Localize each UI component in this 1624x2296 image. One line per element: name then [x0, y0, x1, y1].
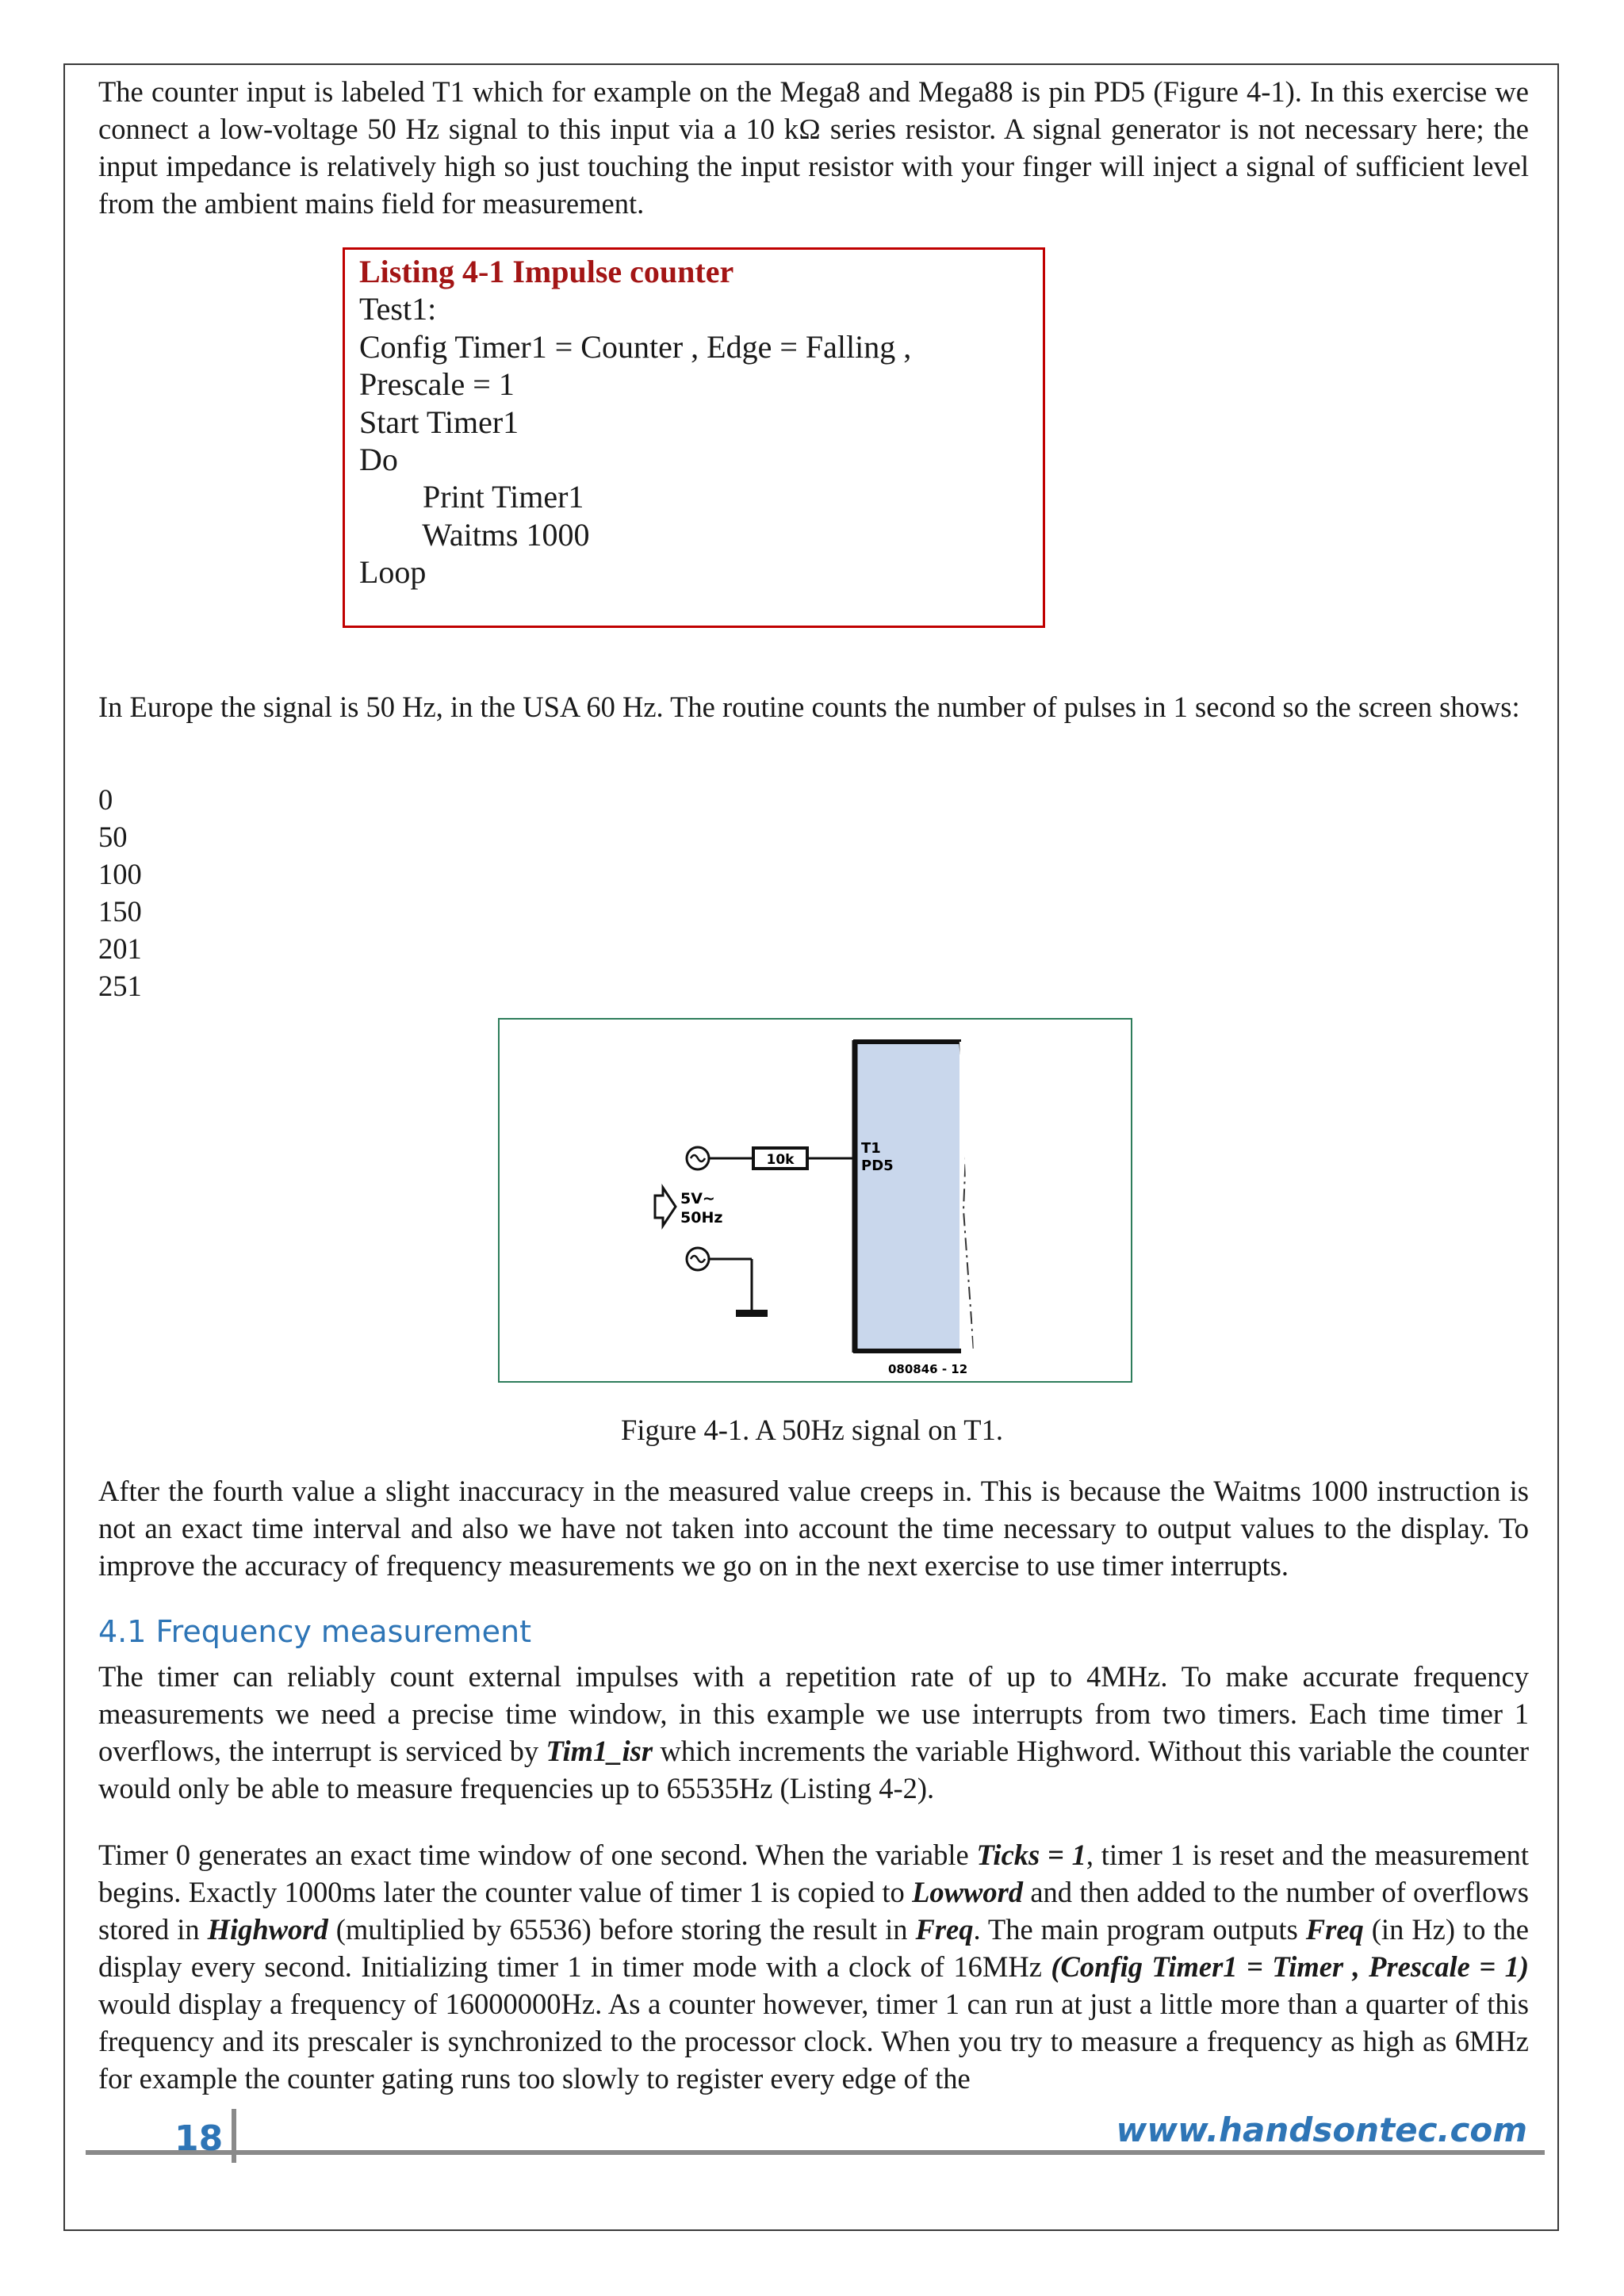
code-term: (Config Timer1 = Timer , Prescale = 1) — [1051, 1950, 1529, 1983]
after-paragraph: After the fourth value a slight inaccuracy in the measured value creeps in. This is because the Waitms 1000 instruction is not an exact time interval and also we have not taken into account the time necessary to output values to the display. To improve the accuracy of frequency measurements we go on in the next exercise to use timer interrupts. — [98, 1475, 1529, 1582]
output-value: 150 — [98, 895, 142, 928]
intro-block — [98, 73, 1529, 222]
section-para1-block — [98, 1658, 1529, 1807]
text-run: Timer 0 generates an exact time window of one second. When the variable — [98, 1839, 977, 1871]
listing-line: Start Timer1 — [359, 404, 519, 440]
section-para2-block — [98, 1836, 1529, 2097]
figure-code: 080846 - 12 — [888, 1362, 968, 1376]
page-number-divider — [232, 2109, 236, 2163]
text-run: and then added to the number of overflows stored in — [98, 1876, 1529, 1946]
pin-label-pd5: PD5 — [861, 1158, 894, 1174]
circuit-diagram — [500, 1020, 1131, 1381]
code-term: Highword — [207, 1913, 328, 1946]
text-run: which increments the variable Highword. Without this variable the counter would only be able to measure frequencies up to 65535Hz (Listing 4-2). — [98, 1735, 1529, 1804]
listing-line: Do — [359, 442, 398, 478]
resistor-label: 10k — [766, 1152, 795, 1168]
text-run: , timer 1 is reset and the measurement begins. Exactly 1000ms later the counter value of timer 1 is copied to — [98, 1839, 1529, 1908]
listing-line: Waitms 1000 — [359, 516, 590, 553]
listing-title: Listing 4-1 Impulse counter — [359, 254, 734, 289]
page-number: 18 — [174, 2118, 224, 2159]
output-value: 201 — [98, 932, 142, 965]
screen-output-list — [98, 781, 142, 1004]
ground-icon — [736, 1310, 768, 1317]
europe-block — [98, 688, 1529, 725]
listing-line: Test1: — [359, 291, 437, 327]
code-term: Tim1_isr — [546, 1735, 653, 1767]
listing-line: Loop — [359, 554, 427, 591]
source-voltage: 5V∼ — [680, 1190, 715, 1207]
text-run: would display a frequency of 16000000Hz. As a counter however, timer 1 can run at just a little more than a quarter of this frequency and its prescaler is synchronized to the processor clock. When you try to measure a frequency as high as 6MHz for example the counter gating runs too slowly to register every edge of the — [98, 1988, 1529, 2095]
pin-label-t1: T1 — [861, 1140, 881, 1157]
output-value: 50 — [98, 821, 128, 853]
europe-paragraph: In Europe the signal is 50 Hz, in the USA 60 Hz. The routine counts the number of pulses in 1 second so the screen shows: — [98, 691, 1520, 723]
after-block — [98, 1472, 1529, 1584]
listing-line: Print Timer1 — [359, 479, 584, 515]
section-heading: 4.1 Frequency measurement — [98, 1614, 532, 1649]
output-value: 251 — [98, 970, 142, 1002]
listing-line: Config Timer1 = Counter , Edge = Falling , — [359, 328, 912, 365]
text-run: The timer can reliably count external impulses with a repetition rate of up to 4MHz. To make accurate frequency measurements we need a precise time window, in this example we use interrupts from two timers. Each time timer 1 overflows, the interrupt is serviced by — [98, 1660, 1529, 1767]
output-value: 100 — [98, 858, 142, 890]
text-run: (multiplied by 65536) before storing the result in — [327, 1913, 916, 1946]
code-listing — [343, 247, 1045, 628]
circuit-figure — [498, 1018, 1132, 1383]
code-term: Freq — [915, 1913, 974, 1946]
text-run: . The main program outputs — [973, 1913, 1306, 1946]
code-term: Lowword — [912, 1876, 1024, 1908]
section-paragraph-1 — [98, 1658, 1529, 1807]
source-frequency: 50Hz — [680, 1209, 723, 1226]
break-mask — [959, 1042, 975, 1353]
text-run: (in Hz) to the display every second. Initializing timer 1 in timer mode with a clock of 16MHz — [98, 1913, 1530, 1983]
hand-touch-arrow-icon — [655, 1188, 676, 1226]
intro-paragraph: The counter input is labeled T1 which for example on the Mega8 and Mega88 is pin PD5 (Figure 4-1). In this exercise we connect a low-voltage 50 Hz signal to this input via a 10 kΩ series resistor. A signal generator is not necessary here; the input impedance is relatively high so just touching the input resistor with your finger will inject a signal of sufficient level from the ambient mains field for measurement. — [98, 75, 1529, 220]
section-paragraph-2 — [98, 1836, 1529, 2097]
microcontroller-block — [855, 1042, 959, 1351]
code-term: Freq — [1305, 1913, 1364, 1946]
footer-rule — [86, 2150, 1545, 2155]
code-term: Ticks = 1 — [976, 1839, 1086, 1871]
listing-line: Prescale = 1 — [359, 366, 515, 403]
output-value: 0 — [98, 783, 113, 816]
figure-caption: Figure 4-1. A 50Hz signal on T1. — [621, 1414, 1003, 1446]
website-link[interactable]: www.handsontec.com — [1116, 2110, 1527, 2149]
